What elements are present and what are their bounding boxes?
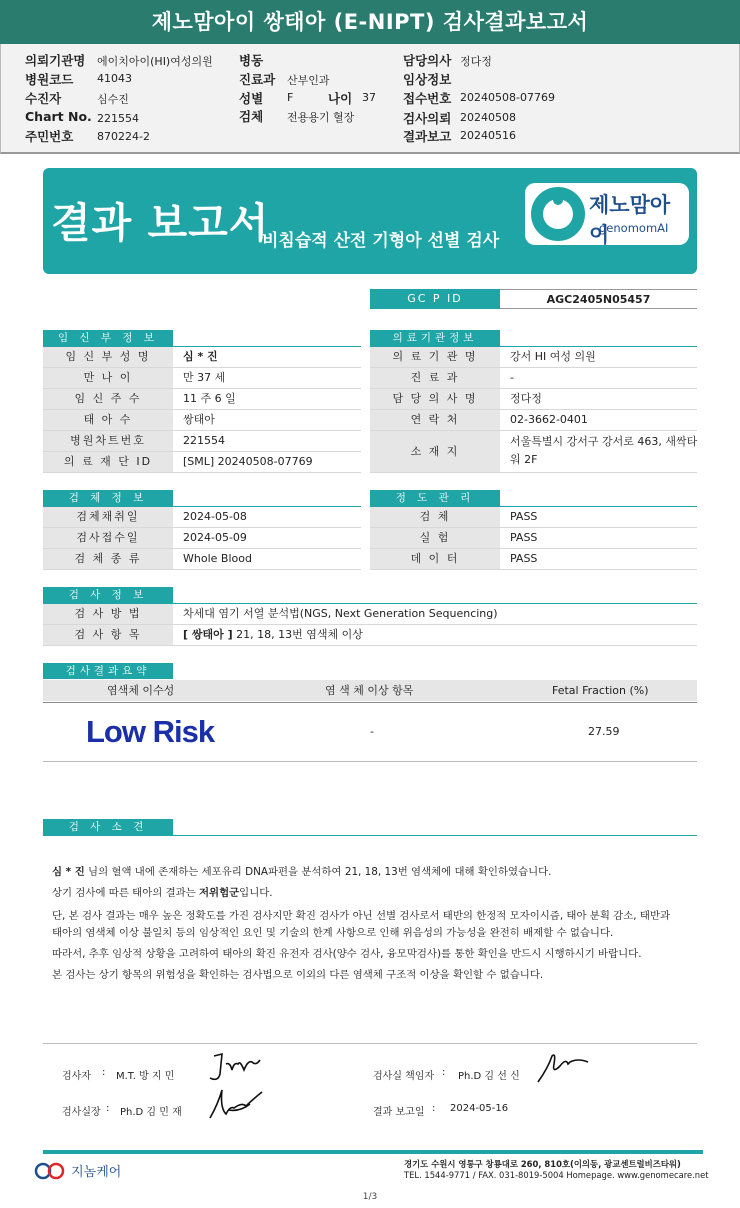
hospital-code-value: 41043 xyxy=(97,72,132,85)
qc-info-tab: 정 도 관 리 xyxy=(370,490,500,506)
summary-table-header xyxy=(43,680,697,701)
fetal-fraction-value: 27.59 xyxy=(588,725,620,738)
institution-row: 의 료 기 관 명 강서 HI 여성 의원 xyxy=(370,347,697,368)
pregnant-row: 만 나 이 만 37 세 xyxy=(43,368,361,389)
institution-row-address: 소 재 지 서울특별시 강서구 강서로 463, 새싹타 워 2F xyxy=(370,431,697,473)
specimen-value: 전용용기 혈장 xyxy=(287,111,355,124)
dept-value: 산부인과 xyxy=(287,74,330,87)
summary-tab: 검사결과요약 xyxy=(43,663,173,679)
report-date-value: 20240516 xyxy=(460,129,516,142)
pregnant-row: 병원차트번호 221554 xyxy=(43,431,361,452)
institution-row: 진 료 과 - xyxy=(370,368,697,389)
pregnant-row: 의 료 재 단 ID [SML] 20240508-07769 xyxy=(43,452,361,473)
signature-top-line xyxy=(43,1043,697,1044)
col-fetal-fraction: Fetal Fraction (%) xyxy=(552,684,649,697)
page-number: 1/3 xyxy=(362,1192,378,1202)
footer-contact: TEL. 1544-9771 / FAX. 031-8019-5004 Homepage. www.genomecare.net xyxy=(404,1170,709,1180)
doctor-value: 정다정 xyxy=(460,55,492,68)
director-signature-icon xyxy=(204,1084,266,1122)
institution-value: 에이치아이(HI)여성의원 xyxy=(97,55,213,68)
recipient-label: 수진자 xyxy=(25,91,62,106)
dept-label: 진료과 xyxy=(239,72,276,87)
finding-line-3: 단, 본 검사 결과는 매우 높은 정확도를 가진 검사지만 확진 검사가 아닌 선별 검사로서 태반의 한정적 모자이시즘, 태아 분획 감소, 태반과 xyxy=(52,910,670,922)
director-label: 검사실장 xyxy=(62,1107,101,1118)
hospital-code-label: 병원코드 xyxy=(25,72,74,87)
patient-header-block xyxy=(0,44,740,154)
summary-divider xyxy=(43,702,697,703)
findings-divider xyxy=(43,835,697,836)
specimen-label: 검체 xyxy=(239,109,264,124)
rrn-label: 주민번호 xyxy=(25,129,74,144)
sex-value: F xyxy=(287,91,294,104)
col-abnormal-items: 염 색 체 이상 항목 xyxy=(325,684,414,697)
age-value: 37 xyxy=(362,91,376,104)
finding-line-6: 본 검사는 상기 항목의 위험성을 확인하는 검사법으로 이외의 다른 염색체 구조적 이상을 확인할 수 없습니다. xyxy=(52,969,544,981)
recipient-value: 심수진 xyxy=(97,93,129,106)
finding-line-1: 심 * 진 님의 혈액 내에 존재하는 세포유리 DNA파편을 분석하여 21, 18, 13번 염색체에 대해 확인하였습니다. xyxy=(52,866,552,878)
doctor-label: 담당의사 xyxy=(403,53,452,68)
chart-no-label: Chart No. xyxy=(25,109,92,124)
chief-signature-icon xyxy=(534,1050,594,1086)
specimen-row: 검체채취일 2024-05-08 xyxy=(43,507,361,528)
pregnant-row: 임 신 주 수 11 주 6 일 xyxy=(43,389,361,410)
age-label: 나이 xyxy=(328,91,353,106)
director-value: Ph.D 김 민 재 xyxy=(120,1107,182,1118)
test-row: 검 사 방 법 차세대 염기 서열 분석법(NGS, Next Generation Sequencing) xyxy=(43,604,697,625)
test-info-tab: 검 사 정 보 xyxy=(43,587,173,603)
institution-info-tab: 의료기관정보 xyxy=(370,330,500,346)
report-date-label: 결과보고 xyxy=(403,129,452,144)
col-aneuploidy: 염색체 이수성 xyxy=(107,684,175,697)
logo-emblem-icon xyxy=(531,187,585,241)
low-risk-result: Low Risk xyxy=(86,714,215,749)
finding-line-4: 태아의 염색체 이상 불일치 등의 임상적인 요인 및 기술의 한계 사항으로 인해 위음성의 가능성을 완전히 배제할 수 없습니다. xyxy=(52,927,614,939)
qc-row: 데 이 터 PASS xyxy=(370,549,697,570)
summary-bottom-line xyxy=(43,761,697,762)
institution-row: 담 당 의 사 명 정다정 xyxy=(370,389,697,410)
institution-label: 의뢰기관명 xyxy=(25,53,86,68)
specimen-row: 검 체 종 류 Whole Blood xyxy=(43,549,361,570)
genomecare-logo xyxy=(34,1160,121,1180)
qc-row: 검 체 PASS xyxy=(370,507,697,528)
specimen-row: 검사접수일 2024-05-09 xyxy=(43,528,361,549)
sex-label: 성별 xyxy=(239,91,264,106)
tester-label: 검사자 xyxy=(62,1071,91,1082)
genomecare-logo-icon xyxy=(34,1162,66,1180)
finding-line-2: 상기 검사에 따른 태아의 결과는 저위험군입니다. xyxy=(52,887,273,899)
clinical-label: 임상정보 xyxy=(403,72,452,87)
tester-value: M.T. 방 지 민 xyxy=(116,1071,175,1082)
request-label: 검사의뢰 xyxy=(403,111,452,126)
report-date-label-sig: 결과 보고일 xyxy=(373,1107,425,1118)
footer-address: 경기도 수원시 영통구 창룡대로 260, 810호(이의동, 광교센트럴비즈타워) xyxy=(404,1159,681,1169)
specimen-info-tab: 검 체 정 보 xyxy=(43,490,173,506)
logo-text-korean: 제노맘아이 xyxy=(589,193,671,247)
genomomai-logo xyxy=(525,183,689,245)
pregnant-row: 임 신 부 성 명 심 * 진 xyxy=(43,347,361,368)
abnormal-items-value: - xyxy=(370,725,374,738)
institution-row: 연 락 처 02-3662-0401 xyxy=(370,410,697,431)
result-report-banner xyxy=(43,168,697,274)
test-row: 검 사 항 목 [ 쌍태아 ] 21, 18, 13번 염색체 이상 xyxy=(43,625,697,646)
gcpid-value: AGC2405N05457 xyxy=(500,289,697,309)
report-date-value-sig: 2024-05-16 xyxy=(450,1103,509,1114)
receipt-value: 20240508-07769 xyxy=(460,91,555,104)
qc-row: 실 험 PASS xyxy=(370,528,697,549)
banner-title: 결과 보고서 xyxy=(51,199,270,247)
report-title: 제노맘아이 쌍태아 (E-NIPT) 검사결과보고서 xyxy=(0,0,740,44)
banner-subtitle: 비침습적 산전 기형아 선별 검사 xyxy=(262,231,500,251)
rrn-value: 870224-2 xyxy=(97,130,150,143)
request-value: 20240508 xyxy=(460,111,516,124)
chart-no-value: 221554 xyxy=(97,112,139,125)
gcpid-label: GC P ID xyxy=(370,289,500,309)
genomecare-name: 지놈케어 xyxy=(71,1165,122,1180)
footer-bar xyxy=(43,1150,703,1154)
finding-line-5: 따라서, 추후 임상적 상황을 고려하여 태아의 확진 유전자 검사(양수 검사, 융모막검사)를 통한 확인을 반드시 시행하시기 바랍니다. xyxy=(52,948,642,960)
tester-signature-icon xyxy=(206,1050,266,1086)
receipt-label: 접수번호 xyxy=(403,91,452,106)
logo-text-english: genomomAI xyxy=(599,221,669,235)
ward-label: 병동 xyxy=(239,53,264,68)
findings-tab: 검 사 소 견 xyxy=(43,819,173,835)
pregnant-row: 태 아 수 쌍태아 xyxy=(43,410,361,431)
pregnant-info-tab: 임 신 부 정 보 xyxy=(43,330,173,346)
chief-value: Ph.D 김 선 신 xyxy=(458,1071,520,1082)
chief-label: 검사실 책임자 xyxy=(373,1071,435,1082)
